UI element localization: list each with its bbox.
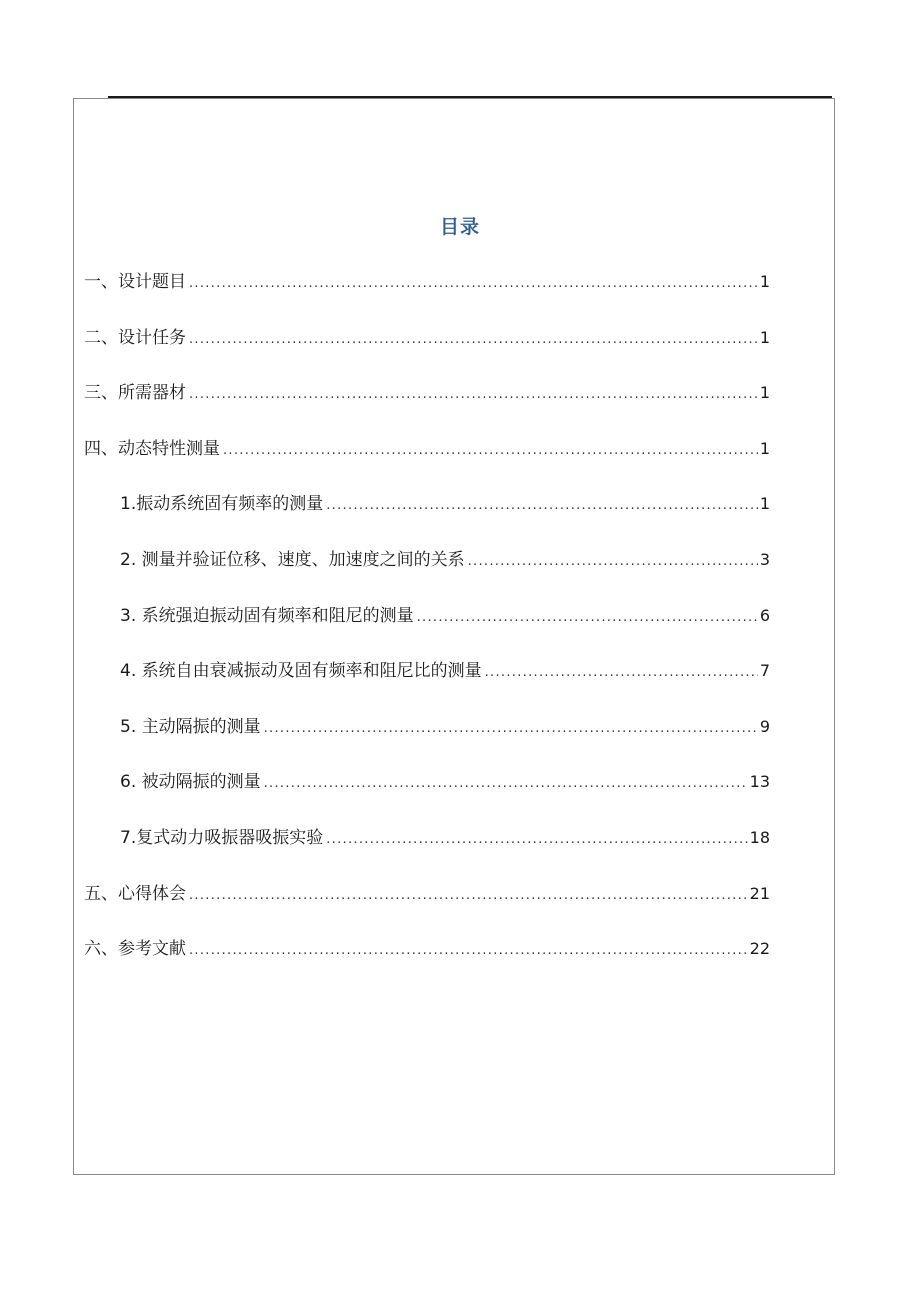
toc-entry-label: 4. 系统自由衰减振动及固有频率和阻尼比的测量: [120, 661, 482, 682]
toc-entry-design-task[interactable]: [84, 321, 770, 377]
toc-entry-label: 四、动态特性测量: [84, 438, 220, 459]
toc-dot-leader: [189, 879, 748, 913]
toc-dot-leader: [189, 378, 758, 412]
toc-entry-label: 3. 系统强迫振动固有频率和阻尼的测量: [120, 605, 414, 626]
toc-dot-leader: [417, 601, 758, 635]
toc-page-number: 13: [749, 772, 770, 792]
toc-entry-sub-4[interactable]: [84, 654, 770, 710]
toc-entry-design-topic[interactable]: [84, 265, 770, 321]
toc-page-number: 1: [759, 272, 770, 291]
toc-dot-leader: [189, 267, 758, 301]
toc-dot-leader: [223, 434, 758, 468]
toc-dot-leader: [264, 767, 748, 801]
toc-dot-leader: [189, 323, 758, 357]
toc-entry-sub-1[interactable]: [84, 487, 770, 543]
toc-page-number: 9: [759, 716, 770, 736]
toc-page-number: 7: [759, 661, 770, 681]
toc-entry-reflections[interactable]: [84, 877, 770, 933]
toc-entry-sub-2[interactable]: [84, 543, 770, 599]
toc-entry-label: 5. 主动隔振的测量: [120, 716, 261, 737]
table-of-contents: [84, 265, 770, 988]
toc-entry-label: 一、设计题目: [84, 272, 186, 292]
toc-dot-leader: [326, 823, 747, 857]
toc-page-number: 18: [749, 827, 770, 847]
toc-title: 目录: [439, 216, 480, 238]
toc-page-number: 1: [759, 327, 770, 347]
toc-page-number: 1: [759, 494, 770, 514]
toc-entry-equipment[interactable]: [84, 376, 770, 432]
toc-page-number: 6: [759, 605, 770, 625]
toc-entry-label: 2. 测量并验证位移、速度、加速度之间的关系: [120, 549, 465, 570]
toc-page-number: 1: [759, 438, 770, 458]
toc-entry-sub-3[interactable]: [84, 599, 770, 655]
toc-entry-label: 6. 被动隔振的测量: [120, 772, 261, 793]
toc-entry-label: 六、参考文献: [84, 939, 186, 960]
toc-dot-leader: [264, 712, 758, 746]
toc-entry-sub-6[interactable]: [84, 765, 770, 821]
toc-entry-label: 1.振动系统固有频率的测量: [120, 494, 324, 515]
toc-entry-label: 二、设计任务: [84, 327, 186, 348]
toc-entry-sub-7[interactable]: [84, 821, 770, 877]
toc-page-number: 1: [759, 383, 770, 403]
toc-page-number: 3: [759, 549, 770, 569]
toc-entry-sub-5[interactable]: [84, 710, 770, 766]
toc-entry-label: 五、心得体会: [84, 883, 186, 904]
toc-dot-leader: [485, 656, 758, 690]
toc-page-number: 22: [749, 939, 770, 959]
toc-entry-dynamic-measurement[interactable]: [84, 432, 770, 488]
toc-page-number: 21: [749, 883, 770, 903]
toc-dot-leader: [326, 489, 758, 523]
toc-dot-leader: [468, 545, 758, 579]
toc-dot-leader: [189, 934, 748, 968]
toc-entry-references[interactable]: [84, 932, 770, 988]
toc-entry-label: 7.复式动力吸振器吸振实验: [120, 827, 324, 848]
toc-entry-label: 三、所需器材: [84, 383, 186, 404]
